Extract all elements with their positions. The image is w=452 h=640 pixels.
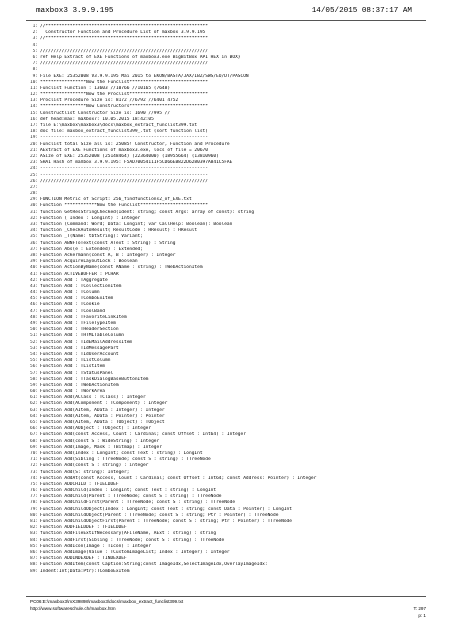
line-number: 89: — [30, 568, 39, 574]
line-number: 65: — [30, 420, 39, 425]
line-number: 34: — [30, 228, 39, 234]
line-number: 53: — [30, 345, 39, 351]
line-text: Function AddAt(const Access, Count : Cardinal; const Offset : Int64; const Address: Pointer) : Integer — [40, 475, 317, 481]
footer-page-number: p: 1 — [418, 613, 426, 618]
line-number: 40: — [30, 265, 39, 271]
line-number: 88: — [30, 562, 39, 568]
line-number: 26: — [30, 178, 39, 184]
line-text: function (Command: Word; Data: Longint; var CallHelp: Boolean): Boolean — [40, 222, 233, 227]
line-number: 6: — [32, 54, 38, 60]
line-text: function Add(S: string): Integer; — [40, 469, 130, 475]
line-number: 31: — [30, 209, 39, 215]
line-text: Function AddChildObject(Parent : TTreeNode; const S : string; Ptr : Pointer) : TTreeNode — [40, 512, 279, 518]
line-number: 80: — [30, 512, 39, 518]
line-number: 28: — [30, 191, 39, 197]
line-number: 19: — [30, 135, 39, 141]
line-number: 81: — [30, 519, 39, 524]
line-text: Function Add : TCookie — [40, 302, 100, 308]
line-number: 44: — [30, 290, 39, 296]
line-text: Function Add : TFavoriteLinkItem — [40, 314, 127, 320]
line-text: function AddFileExtIfNecessary(AFileName, AExt : string) : string — [40, 531, 217, 537]
line-text: SHA1 Hash of maXbox 3.9.9.195: F5AD70054111F5CD66EB822D6280397A841C5FAE — [40, 160, 233, 166]
line-text: Function Add : TIdUserAccount — [40, 351, 119, 357]
line-text: Function Add : TWorkArea — [40, 389, 106, 395]
line-text: Function Add(AItem, AData : Integer) : Integer — [40, 407, 165, 413]
line-text: Function AddChild(Index : LongInt; const Text : string) : LongInt — [40, 488, 217, 494]
footer-path: PC06:E:\maxbox3\mX39898\maxbox3\docs\maxbox_extract_funclist399.txt — [30, 599, 184, 604]
line-number: 17: — [30, 123, 39, 128]
line-number: 55: — [30, 358, 39, 364]
footer-link[interactable]: http://www.softwareschule.ch/maxbox.htm — [30, 606, 116, 611]
line-number: 3: — [32, 36, 38, 42]
line-number: 84: — [30, 537, 39, 543]
line-number: 14: — [30, 104, 39, 110]
line-text: Function Add : TStatusPanel — [40, 370, 114, 376]
line-text: Constructor Function and Procedure List of maxbox 3.9.9.195 — [40, 30, 206, 36]
line-text: Function Add : THTMLTableColumn — [40, 333, 124, 339]
line-number: 10: — [30, 79, 39, 85]
line-text: *****************Now Constructors***************************** — [40, 104, 208, 110]
line-text: Function Add(Index : LongInt; const Text : string) : LongInt — [40, 450, 203, 456]
line-number: 78: — [30, 500, 39, 506]
line-number: 68: — [30, 438, 39, 444]
line-number: 58: — [30, 376, 39, 382]
line-text: -------------------------------------------------------------- — [40, 172, 208, 178]
line-text: Function Add : TAggregate — [40, 277, 108, 283]
line-text: def head:max: maXbox7: 10.05.2015 18:42:05 — [40, 116, 154, 122]
line-text: function ABNFToText(const AText : String) : String — [40, 240, 176, 246]
line-text: Function Add(AItem, AData : TObject) : TObject — [40, 420, 165, 425]
line-text: Function AddItem(const Caption:String;const ImageIdx,SelectImageIdx,OverlayImageIdx: — [40, 562, 268, 568]
line-text: Function Add : TComboExItem — [40, 296, 114, 302]
line-text: ref Help Extract of EXE Functions of maxbox3.exe BigBitBox API HEX in BOX} — [40, 54, 241, 60]
line-number: 83: — [30, 531, 39, 537]
line-text: Function Add : TTaskDialogBaseButtonItem — [40, 376, 149, 382]
line-text: File EXE: 25352008 V3.9.9.195 Mai 2015 to EKON/BASTA/JAX/IBZ/SWS/EO/DT/PASCON — [40, 73, 249, 79]
line-number: 12: — [30, 92, 39, 98]
line-text: Function Add(const S : WideString) : Integer — [40, 438, 160, 444]
line-number: 73: — [30, 469, 39, 475]
line-number: 23: — [30, 160, 39, 166]
line-text: Function Add(const S : string) : integer — [40, 463, 149, 469]
line-text: doc file: maxbox_extract_funclist399_.txt (sort function list) — [40, 129, 208, 135]
line-number: 30: — [30, 203, 39, 209]
line-text: Funclist total Size all is: 25085! Constructor, Function and Procedure — [40, 141, 230, 147]
line-number: 52: — [30, 339, 39, 345]
line-number: 37: — [30, 246, 39, 252]
line-text: Function AddChild(Parent : TTreeNode; const S : string) : TTreeNode — [40, 494, 222, 500]
footer-total-pages: T: 297 — [413, 606, 426, 611]
line-text: Function ActionByName(const AName : string) : TWebActionItem — [40, 265, 203, 271]
line-number: 16: — [30, 116, 39, 122]
line-number: 60: — [30, 389, 39, 395]
line-number: 54: — [30, 351, 39, 357]
line-number: 39: — [30, 259, 39, 265]
line-number: 27: — [30, 184, 39, 190]
line-text: function GetResStringChecked(Ident: string; const Args: array of const): string — [40, 209, 255, 215]
line-text: *****************Now the Proclist***************************** — [40, 92, 208, 98]
line-text: Funclist Function : 13603 //10766 //10165 (7648) — [40, 85, 171, 91]
line-number: 82: — [30, 525, 39, 531]
line-text: FUNCTION Metric of Script: 256_findfunctions2_of_EXE.txt — [40, 197, 192, 203]
line-number: 62: — [30, 401, 39, 407]
line-number: 61: — [30, 395, 39, 401]
line-number: 36: — [30, 240, 39, 246]
line-number: 43: — [30, 283, 39, 289]
line-number: 38: — [30, 252, 39, 258]
line-number: 33: — [30, 222, 39, 227]
line-number: 79: — [30, 506, 39, 512]
line-text: Function Abs(e : Extended) : Extended; — [40, 246, 143, 252]
line-text: Function Add : TListItem — [40, 364, 106, 370]
line-text: //************************************************************ — [40, 36, 208, 42]
line-number: 8: — [32, 67, 38, 73]
line-text: Function Ackermann(const A, B : Integer) : Integer — [40, 252, 176, 258]
footer-page-row — [30, 612, 426, 619]
line-text: Function Add : TWebActionItem — [40, 382, 119, 388]
line-text: Function AddIcon(Image : TIcon) : Integer — [40, 543, 152, 549]
line-number: 48: — [30, 314, 39, 320]
line-number: 66: — [30, 426, 39, 432]
line-text: Function Add : TIdEMailAddressItem — [40, 339, 133, 345]
line-text: ////////////////////////////////////////////////////////////// — [40, 61, 208, 67]
page-header — [0, 0, 452, 26]
line-number: 46: — [30, 302, 39, 308]
line-number: 15: — [30, 110, 39, 116]
line-text: ////////////////////////////////////////////////////////////// — [40, 48, 208, 54]
line-text: Function Add(AItem, AData : Pointer) : Pointer — [40, 413, 165, 419]
line-text: -------------------------------------------------------------- — [40, 135, 208, 141]
line-number: 25: — [30, 172, 39, 178]
line-number: 50: — [30, 327, 39, 333]
line-number: 75: — [30, 481, 39, 487]
line-number: 18: — [30, 129, 39, 135]
line-text: Function AddFirst(Sibling : TTreeNode; const S : string) : TTreeNode — [40, 537, 225, 543]
line-text: Function ************Now the Funclist************************* — [40, 203, 208, 209]
line-text: Function Add(AClass : TClass) : Integer — [40, 395, 146, 401]
header-rule — [26, 20, 426, 21]
line-number: 64: — [30, 413, 39, 419]
line-number: 72: — [30, 463, 39, 469]
line-number: 5: — [32, 48, 38, 54]
line-text: //************************************************************ — [40, 24, 208, 29]
line-number: 57: — [30, 370, 39, 376]
print-date: 14/05/2015 08:37:17 AM — [311, 7, 412, 15]
line-number: 41: — [30, 271, 39, 277]
line-text: function _CheckAutoResult( ResultCode : HResult) : HResult — [40, 228, 198, 234]
line-number: 86: — [30, 549, 39, 555]
line-text: Function Add(AObject : TObject) : Integer — [40, 426, 152, 432]
line-text: Function Add : TListColumn — [40, 358, 111, 364]
line-text: Proclist Procedure Size is: 8172 //6792 //6401 4752 — [40, 98, 179, 104]
line-text: Function ADDCHILD : TFIELDDEF — [40, 481, 119, 487]
line-text: Function AddImage(Value : TCustomImageList; Index : Integer) : Integer — [40, 549, 230, 555]
line-number: 42: — [30, 277, 39, 283]
line-number: 59: — [30, 382, 39, 388]
line-number: 67: — [30, 432, 39, 438]
line-number: 2: — [32, 30, 38, 36]
line-number: 45: — [30, 296, 39, 302]
line-number: 74: — [30, 475, 39, 481]
line-number: 35: — [30, 234, 39, 240]
line-text: Function ADDFIELDDEF : TFIELDDEF — [40, 525, 127, 531]
line-text: -------------------------------------------------------------- — [40, 166, 208, 172]
line-text: Function Add(Image, Mask : TBitmap) : Integer — [40, 444, 162, 450]
line-number: 7: — [32, 61, 38, 67]
line-text: Function ACTIVEBUFFER : PCHAR — [40, 271, 119, 277]
line-number: 85: — [30, 543, 39, 549]
line-text: ASize of EXE: 25352008 (25148464) (22364000) (18955664) (13810960) — [40, 153, 219, 159]
line-number: 49: — [30, 321, 39, 326]
line-number: 9: — [32, 73, 38, 79]
line-number: 63: — [30, 407, 39, 413]
line-text: Function Add(const Access, Count : Cardinal; const Offset : Int64) : Integer — [40, 432, 246, 438]
line-text: Function AddChildObjectFirst(Parent : TTreeNode; const S : string; Ptr : Pointer) : TTreeNode — [40, 519, 292, 524]
line-text: Function Add : TIdMessagePart — [40, 345, 119, 351]
line-number: 51: — [30, 333, 39, 339]
line-number: 87: — [30, 556, 39, 562]
line-text: AExtract of EXE Functions of maxbox3.exe, locs of file = 20670 — [40, 147, 208, 153]
line-number: 22: — [30, 153, 39, 159]
page-footer — [30, 598, 426, 619]
line-text: Function ( Index : Longint) : Integer — [40, 215, 141, 221]
line-text: Function AddChildFirst(Parent : TTreeNode; const S : string) : TTreeNode — [40, 500, 236, 506]
line-text: Function Add(AComponent : TComponent) : Integer — [40, 401, 168, 407]
line-number: 32: — [30, 215, 39, 221]
line-text: Constructlist Constructor Size is: 1690 //995 // — [40, 110, 171, 116]
line-text: function Add : TCollectionItem — [40, 283, 122, 289]
line-number: 69: — [30, 444, 39, 450]
line-number: 71: — [30, 457, 39, 463]
line-number: 24: — [30, 166, 39, 172]
line-text: Function Add(Sibling : TTreeNode; const S : string) : TTreeNode — [40, 457, 211, 463]
line-number: 29: — [30, 197, 39, 203]
line-text: file E:\maxbox\maxbox3\docs\maxbox_extract_funclist399.txt — [40, 123, 198, 128]
code-listing — [30, 24, 430, 575]
line-number: 21: — [30, 147, 39, 153]
footer-rule — [26, 596, 426, 597]
code-line — [30, 569, 430, 575]
line-number: 1: — [32, 24, 38, 29]
line-number: 11: — [30, 85, 39, 91]
line-text: Function AcquireLayoutLock : Boolean — [40, 259, 138, 265]
line-number: 4: — [32, 42, 38, 48]
document-title: maxbox3 3.9.9.195 — [36, 7, 114, 15]
line-text: Function ADDINDEXDEF : TINDEXDEF — [40, 556, 127, 562]
line-text: Function Add : TFileTypeItem — [40, 321, 116, 326]
line-text: Function AddChildObject(Index : LongInt; const Text : string; const Data : Pointer) : LongInt — [40, 506, 292, 512]
line-text: Indent:Int;Data:Ptr):TComboExItem — [40, 568, 130, 574]
line-number: 77: — [30, 494, 39, 500]
line-text: Function Add : TColumn — [40, 290, 100, 296]
footer-url — [30, 605, 426, 612]
line-number: 76: — [30, 488, 39, 494]
line-number: 70: — [30, 450, 39, 456]
line-number: 20: — [30, 141, 39, 147]
line-text: ////////////////////////////////////////////////////////////// — [40, 178, 208, 184]
line-text: Function Add : THeaderSection — [40, 327, 119, 333]
line-text: Function Add : TCoolBand — [40, 308, 106, 314]
line-text: function _T(Name: tbtString): Variant; — [40, 234, 143, 240]
line-text: *****************Now the Funclist***************************** — [40, 79, 208, 85]
line-number: 56: — [30, 364, 39, 370]
line-number: 47: — [30, 308, 39, 314]
line-number: 13: — [30, 98, 39, 104]
